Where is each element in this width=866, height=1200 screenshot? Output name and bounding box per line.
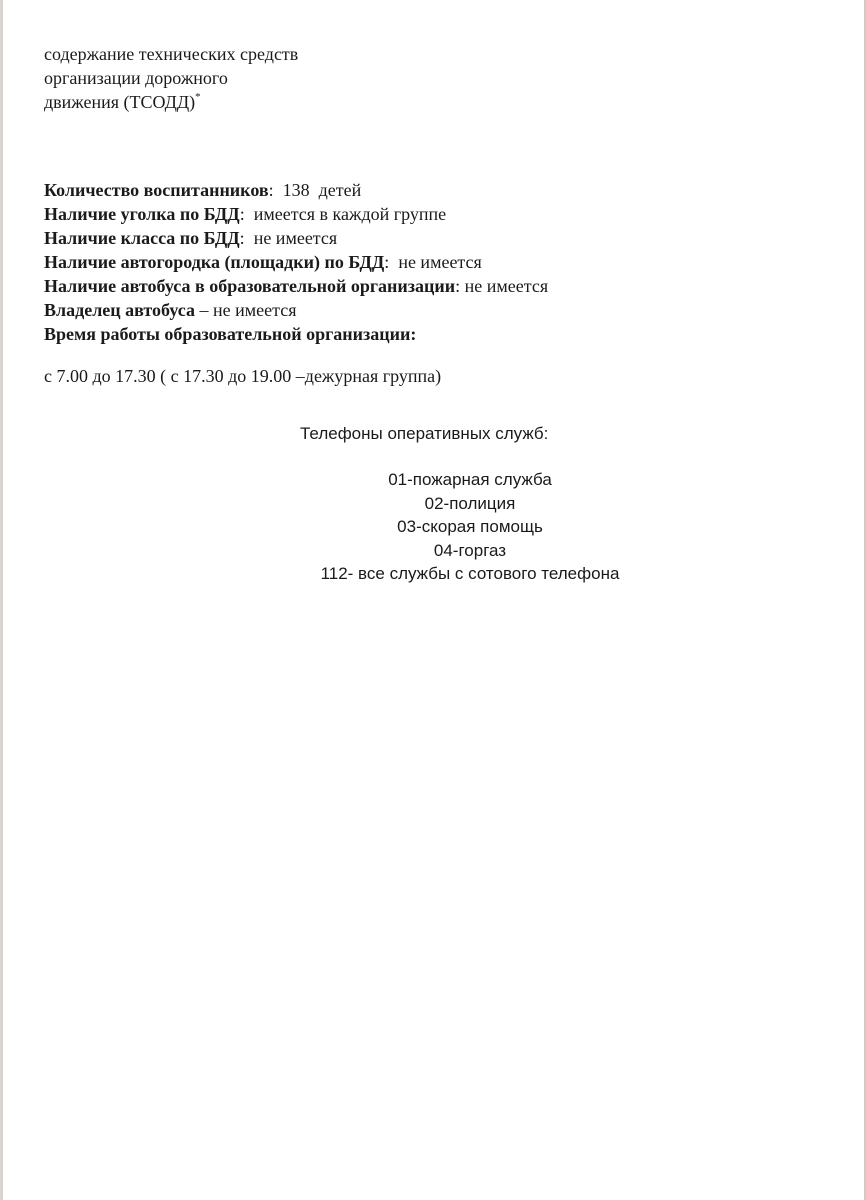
info-value: имеется в каждой группе: [244, 204, 447, 224]
info-line-pupils: [44, 178, 548, 202]
info-line-bus: [44, 274, 548, 298]
info-value: не имеется: [389, 252, 482, 272]
header-line-text: движения (ТСОДД): [44, 92, 196, 112]
info-sep: :: [455, 276, 461, 296]
info-label: Наличие уголка по БДД: [44, 204, 240, 224]
info-label: Наличие класса по БДД: [44, 228, 240, 248]
info-sep: :: [239, 204, 245, 224]
footnote-mark: *: [195, 91, 201, 103]
working-schedule: с 7.00 до 17.30 ( с 17.30 до 19.00 –дежурная группа): [44, 366, 442, 386]
info-line-class: [44, 226, 548, 250]
info-value: – не имеется: [195, 300, 297, 320]
info-value: не имеется: [244, 228, 338, 248]
phones-title: Телефоны оперативных служб:: [300, 424, 549, 443]
header-block: [44, 42, 298, 114]
phone-item: 02-полиция: [424, 493, 516, 513]
info-sep: :: [384, 252, 390, 272]
header-line: содержание технических средств: [44, 44, 299, 64]
info-sep: :: [239, 228, 245, 248]
phones-list: [260, 468, 680, 586]
header-line: [44, 90, 298, 114]
info-line-autotown: [44, 250, 548, 274]
info-label: Количество воспитанников: [44, 180, 269, 200]
info-label: Наличие автобуса в образовательной организации: [44, 276, 456, 296]
info-label: Время работы образовательной организации:: [44, 324, 417, 344]
info-label: Владелец автобуса: [44, 300, 196, 320]
info-line-corner: [44, 202, 548, 226]
phone-item: 04-горгаз: [433, 540, 507, 560]
info-block: [44, 178, 548, 346]
info-value: 138 детей: [273, 180, 362, 200]
phone-item: 112- все службы с сотового телефона: [320, 564, 620, 583]
phone-item: 01-пожарная служба: [388, 470, 552, 489]
phone-item: 03-скорая помощь: [397, 517, 543, 536]
info-line-hours: [44, 322, 548, 346]
scan-edge-left: [0, 0, 3, 1200]
info-line-bus-owner: [44, 298, 548, 322]
info-label: Наличие автогородка (площадки) по БДД: [44, 252, 385, 272]
header-line: организации дорожного: [44, 68, 228, 88]
info-sep: :: [268, 180, 274, 200]
info-value: не имеется: [460, 276, 549, 296]
